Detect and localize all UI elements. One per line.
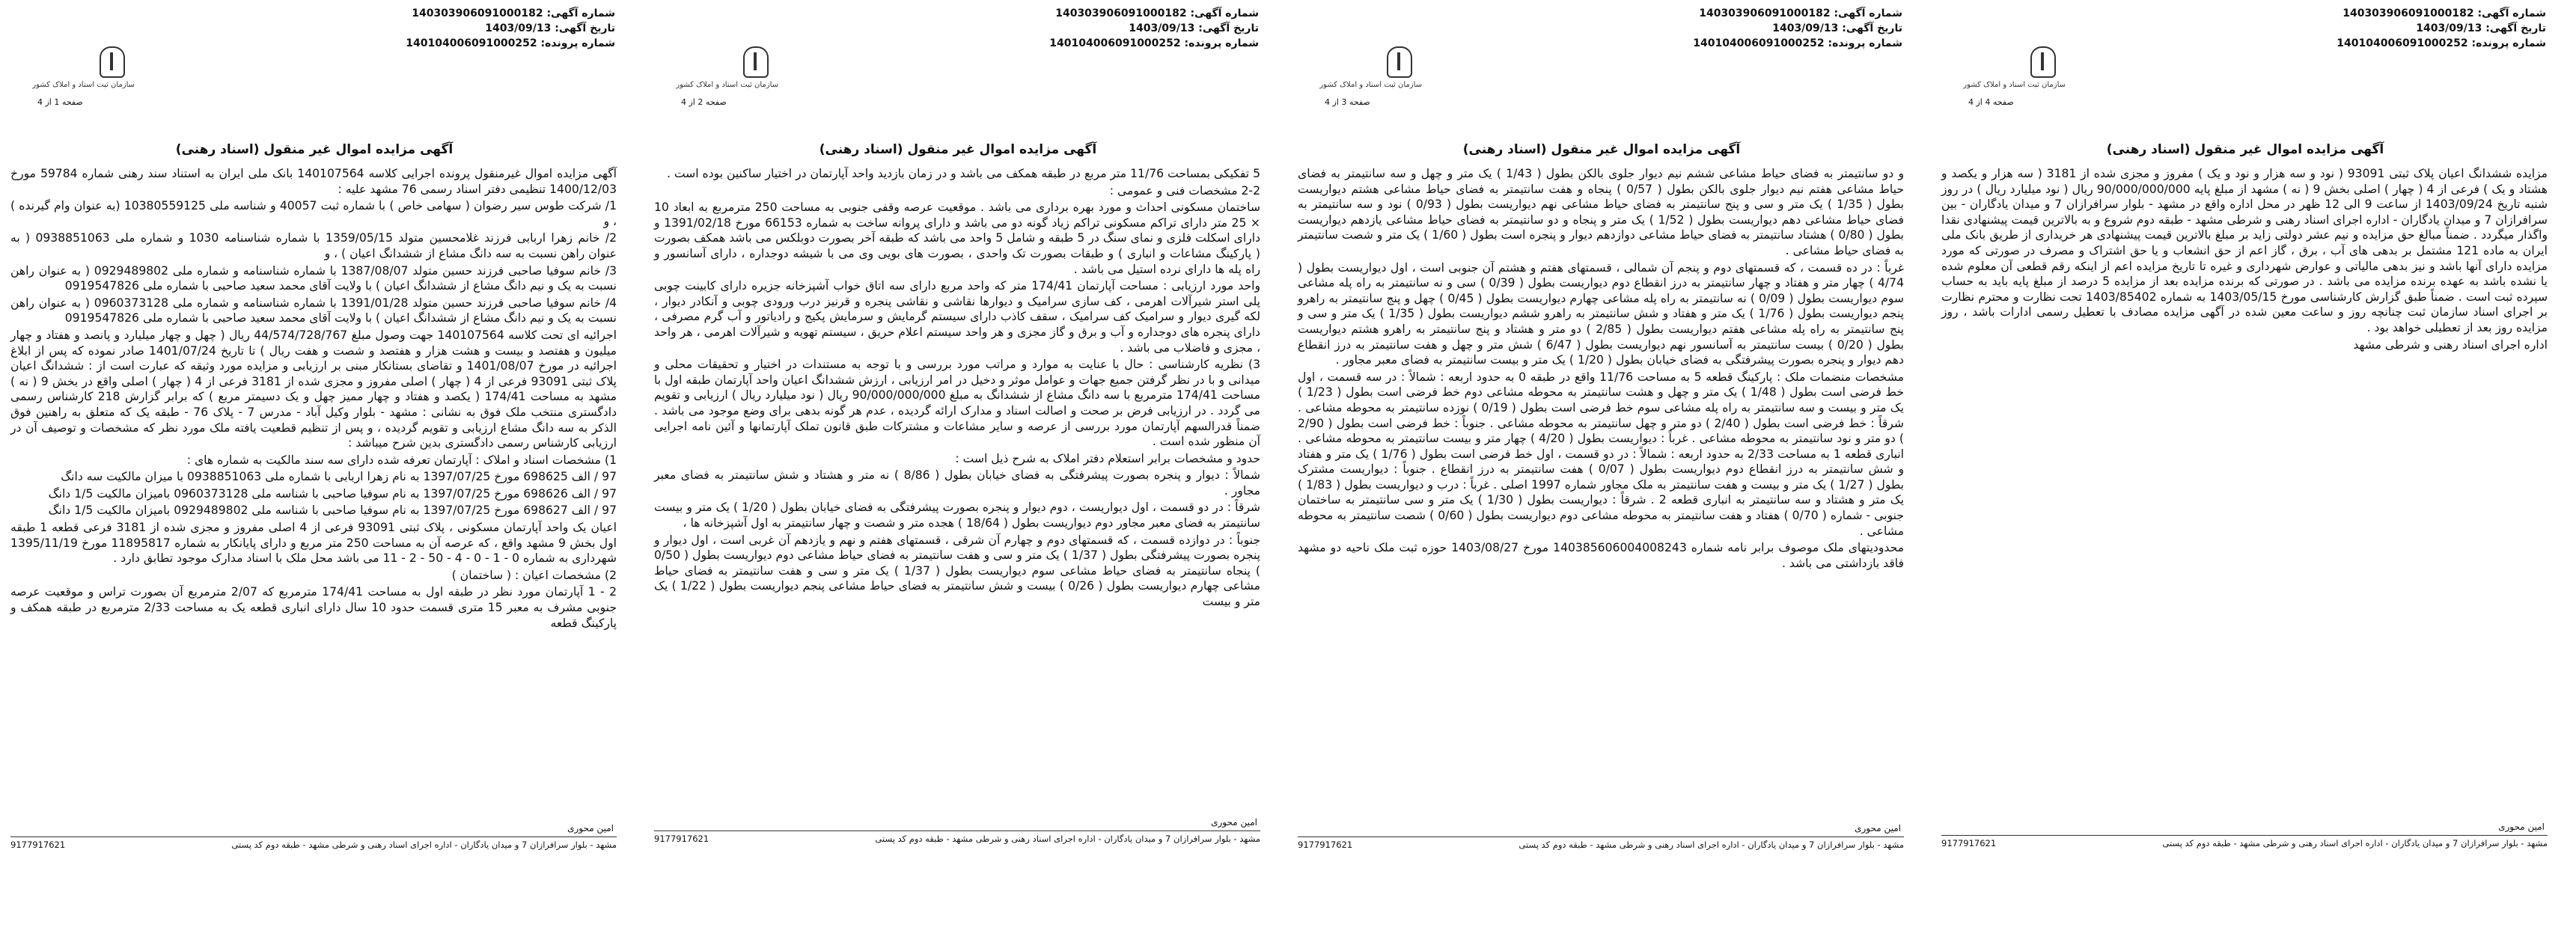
paragraph: 97 / الف 698626 مورخ 1397/07/25 به نام سوفیا صاحبی با شناسه ملی 0960373128 بامیزان مالکیت 1/5 دانگ — [48, 486, 617, 501]
paragraph: 4/ خانم سوفیا صاحبی فرزند حسین متولد 1391/01/28 با شماره شناسنامه و شماره ملی 0960373128 ( به عنوان راهن نسبت به یک و نیم دانگ مشاع از ششدانگ اعیان ) با ولایت آقای محمد سعید صاحبی با شماره ملی 0919547826 — [10, 296, 617, 325]
footer-postal-code: 9177917621 — [10, 839, 66, 850]
paragraph: محدودیتهای ملک موصوف برابر نامه شماره 140385606004008243 مورخ 1403/08/27 حوزه ثبت ملک ناحیه دو مشهد فاقد بازداشتی می باشد . — [1298, 541, 1904, 570]
footer-address: مشهد - بلوار سرافرازان 7 و میدان یادگاران - اداره اجرای اسناد رهنی و شرطی مشهد - طبقه دوم کد پستی — [875, 833, 1260, 844]
paragraph: 97 / الف 698627 مورخ 1397/07/25 به نام سوفیا صاحبی با شناسه ملی 0929489802 بامیزان مالکیت 1/5 دانگ — [48, 504, 617, 518]
org-name: سازمان ثبت اسناد و املاک کشور — [1319, 81, 1422, 89]
ad-number: 140303906091000182 — [412, 7, 543, 19]
paragraph: 2/ خانم زهرا اربابی فرزند غلامحسین متولد 1359/05/15 با شماره شناسنامه 1030 و شماره ملی 0938851063 ( به عنوان راهن نسبت به سه دانگ مشاع از ششدانگ اعیان ) ، و — [10, 231, 617, 260]
org-name: سازمان ثبت اسناد و املاک کشور — [1963, 81, 2066, 89]
page-footer — [1298, 836, 1904, 850]
document-page-2 — [644, 0, 1272, 933]
file-number-label: شماره پرونده: — [2471, 37, 2546, 49]
org-name: سازمان ثبت اسناد و املاک کشور — [676, 81, 778, 89]
org-name: سازمان ثبت اسناد و املاک کشور — [32, 81, 135, 89]
ad-meta — [2337, 6, 2546, 51]
paragraph: 5 تفکیکی بمساحت 11/76 متر مربع در طبقه همکف می باشد و در زمان بازدید واحد آپارتمان در اختیار ساکنین بوده است . — [666, 167, 1260, 180]
paragraph: جنوباً : در دوازده قسمت ، که قسمتهای دوم و چهارم آن شرقی ، قسمتهای هفتم و نهم و یازدهم آن غربی است ، اول دیوار و پنجره بصورت پیشرفتگی بطول ( 1/37 ) یک متر و سی و هفت سانتیمتر به فضای حیاط مشاعی دوم دیواریست بطول ( 0/50 ) پنجاه سانتیمتر به فضای حیاط مشاعی سوم دیواریست بطول ( 1/37 ) یک متر و سی و هفت سانتیمتر به فضای حیاط مشاعی چهارم دیواریست بطول ( 0/26 ) بیست و شش سانتیمتر به فضای حیاط مشاعی پنجم دیواریست بطول ( 1/22 ) یک متر و بیست — [654, 533, 1261, 609]
footer-address: مشهد - بلوار سرافرازان 7 و میدان یادگاران - اداره اجرای اسناد رهنی و شرطی مشهد - طبقه دوم کد پستی — [231, 839, 617, 850]
notice-body — [1298, 166, 1904, 572]
page-footer — [654, 830, 1260, 844]
emblem-icon — [1319, 46, 1422, 89]
ad-number: 140303906091000182 — [2342, 7, 2474, 19]
signer-name: امین محوری — [1211, 817, 1257, 828]
ad-date-label: تاریخ آگهی: — [555, 22, 615, 34]
file-number-label: شماره پرونده: — [1184, 37, 1259, 49]
paragraph: 3) نظریه کارشناسی : حال با عنایت به موارد و مراتب مورد بررسی و با توجه به مستندات در اختیار و تحقیقات محلی و میدانی و با در نظر گرفتن جمیع جهات و عوامل موثر و دخیل در امر ارزیابی ، ارزش ششدانگ اعیان واحد آپارتمان طبقه اول با مساحت 174/41 مترمربع با سه دانگ مشاع از ششدانگ به مبلغ 90/000/000/000 ریال ( نود میلیارد ریال ) ارزیابی و تقویم می گردد . در ارزیابی فرض بر صحت و اصالت اسناد و مدارک ارائه گردیده ، عدم هر گونه بدهی برای وضع موجود می باشد . ضمناً قدرالسهم آپارتمان مورد بررسی از عرصه و سایر مشاعات و مشترکات طبق قانون تملک آپارتمانها و آئین نامه اجرایی آن منظور شده است . — [654, 358, 1260, 449]
paragraph: 97 / الف 698625 مورخ 1397/07/25 به نام زهرا اربابی با شماره ملی 0938851063 با میزان مالکیت سه دانگ — [61, 470, 617, 484]
file-number: 140104006091000252 — [1049, 37, 1181, 49]
page-number: صفحه 4 از 4 — [1968, 97, 2014, 107]
ad-number-label: شماره آگهی: — [2477, 7, 2546, 19]
page-header — [1287, 0, 1916, 142]
footer-address: مشهد - بلوار سرافرازان 7 و میدان یادگاران - اداره اجرای اسناد رهنی و شرطی مشهد - طبقه دوم کد پستی — [1519, 839, 1904, 850]
page-number: صفحه 2 از 4 — [681, 97, 727, 107]
paragraph: 3/ خانم سوفیا صاحبی فرزند حسین متولد 1387/08/07 با شماره شناسنامه و شماره ملی 0929489802 ( به عنوان راهن نسبت به یک و نیم دانگ مشاع از ششدانگ اعیان ) با ولایت آقای محمد سعید صاحبی با شماره ملی 0919547826 — [10, 263, 617, 293]
paragraph: غرباً : در ده قسمت ، که قسمتهای دوم و پنجم آن شمالی ، قسمتهای هفتم و هشتم آن جنوبی است ، اول دیواریست بطول ( 4/74 ) چهار متر و هفتاد و چهار سانتیمتر به درز انقطاع دوم دیواریست بطول ( 0/39 ) سی و نه سانتیمتر به راه پله مشاعی سوم دیواریست بطول ( 0/09 ) نه سانتیمتر به راه پله مشاعی چهارم دیواریست بطول ( 0/45 ) چهل و پنج سانتیمتر به راهرو پنجم دیواریست بطول ( 1/76 ) یک متر و هفتاد و شش سانتیمتر به راهرو ششم دیواریست بطول ( 1/35 ) یک متر و سی و پنج سانتیمتر به راه پله مشاعی هفتم دیواریست بطول ( 2/85 ) دو متر و هشتاد و پنج سانتیمتر به راهرو هشتم دیواریست بطول ( 0/20 ) بیست سانتیمتر به آسانسور نهم دیواریست بطول ( 6/47 ) شش متر و چهل و هفت سانتیمتر به درز انقطاع دهم دیوار و پنجره بصورت پیشرفتگی به فضای خیابان بطول ( 1/20 ) یک متر و بیست سانتیمتر به فضای معبر مجاور . — [1298, 260, 1904, 367]
paragraph: حدود و مشخصات برابر استعلام دفتر املاک به شرح ذیل است : — [955, 451, 1260, 465]
file-number: 140104006091000252 — [1693, 37, 1825, 49]
paragraph: واحد مورد ارزیابی : مساحت آپارتمان 174/41 متر که واحد مربع دارای سه اتاق خواب آشپزخانه جزیره دارای کابینت چوبی پلی استر شیرآلات اهرمی ، کف سازی سرامیک و دیوارها نقاشی و نقاشی پنجره و قرنیز درب ورودی چوبی و آنکادر دیوار ، لکه گیری دیوار و سرامیک کف سرامیک ، سقف کاذب دارای سیستم گرمایش و سرمایش پکیج و رادیاتور و آب گرم مصرفی ، دارای پنجره های دوجداره و آب و برق و گاز مجزی و هر واحد سیستم اعلام حریق ، سیستم تهویه و شیرآلات اهرمی ، هر واحد ، مجزی و فاضلاب می باشد . — [654, 279, 1260, 355]
footer-postal-code: 9177917621 — [654, 833, 709, 844]
paragraph: شرقاً : در دو قسمت ، اول دیواریست ، دوم دیوار و پنجره بصورت پیشرفتگی به فضای خیابان بطول ( 1/20 ) یک متر و بیست سانتیمتر به فضای معبر مجاور دوم دیواریست بطول ( 18/64 ) هجده متر و شصت و چهار سانتیمتر به اول آشپزخانه ها ، — [654, 501, 1260, 530]
ad-number-label: شماره آگهی: — [1190, 7, 1259, 19]
paragraph: 1) مشخصات اسناد و املاک : آپارتمان تعرفه شده دارای سه سند مالکیت به شماره های : — [186, 453, 617, 467]
document-page-3 — [1287, 0, 1916, 933]
footer-postal-code: 9177917621 — [1298, 839, 1353, 850]
signer-name: امین محوری — [567, 823, 614, 833]
file-number: 140104006091000252 — [2337, 37, 2468, 49]
file-number-label: شماره پرونده: — [540, 37, 615, 49]
ad-date: 1403/09/13 — [1772, 22, 1839, 34]
paragraph: 2) مشخصات اعیان : ( ساختمان ) — [451, 568, 617, 582]
ad-date: 1403/09/13 — [1129, 22, 1195, 34]
page-header — [644, 0, 1272, 142]
ad-date-label: تاریخ آگهی: — [2485, 22, 2546, 34]
ad-date-label: تاریخ آگهی: — [1198, 22, 1259, 34]
ad-number-label: شماره آگهی: — [1834, 7, 1902, 19]
notice-body — [10, 166, 617, 632]
paragraph: اعیان یک واحد آپارتمان مسکونی ، پلاک ثبتی 93091 فرعی از 4 اصلی مفروز و مجزی شده از 3181 فرعی قطعه 1 طبقه اول بخش 9 مشهد واقع ، که عرصه آن به مساحت 250 متر مربع و دارای پایانکار به شماره 11895817 مورخ 1395/11/19 شهرداری به شماره 0 - 1 - 0 - 4 - 50 - 2 - 11 می باشد محل ملک با اسناد مدارک موجود تطابق دارد . — [10, 521, 617, 566]
page-header — [1931, 0, 2560, 142]
signer-name: امین محوری — [1855, 823, 1901, 833]
notice-title: آگهی مزایده اموال غیر منقول (اسناد رهنی) — [819, 142, 1097, 157]
ad-number: 140303906091000182 — [1699, 7, 1831, 19]
notice-title: آگهی مزایده اموال غیر منقول (اسناد رهنی) — [2106, 142, 2384, 157]
ad-number-label: شماره آگهی: — [546, 7, 615, 19]
paragraph: مزایده ششدانگ اعیان پلاک ثبتی 93091 ( نود و سه هزار و نود و یک ) مفروز و مجزی شده از 3181 ( سه هزار و یکصد و هشتاد و یک ) فرعی از 4 ( چهار ) اصلی بخش 9 ( نه ) مشهد از مبلغ پایه 90/000/000/000 ریال ( نود میلیارد ریال ) در روز شنبه تاریخ 1403/09/24 از ساعت 9 الی 12 ظهر در محل اداره واقع در مشهد - بلوار سرافرازان 7 و میدان یادگاران - بین سرافرازان 7 و میدان یادگاران - اداره اجرای اسناد رهنی و شرطی مشهد - طبقه دوم شروع و به بالاترین قیمت پیشنهادی نقدا واگذار میگردد . ضمناً مبالغ حق مزایده و نیم عشر دولتی زاید بر مبلغ بالاترین قیمت پیشنهادی هر خریداری از طریق بانک ملی ایران به ماده 121 مشتمل بر بدهی های آب ، برق ، گاز اعم از حق انشعاب و یا حق اشتراک و مصرف در صورتی که مورد مزایده دارای آنها باشد و نیز بدهی مالیاتی و عوارض شهرداری و غیره تا تاریخ مزایده اعم از اینکه رقم قطعی آن معلوم شده یا نشده باشد به عهده برنده مزایده می باشد . در صورتی که برنده مزایده بعد از مزایده 5 درصد از مبلغ پایه باید به حساب سپرده ثبت است . ضمناً طبق گزارش کارشناسی مورخ 1403/05/15 به شماره 1403/85402 تحت نظارت و محترم نظارت بر اجرای اسناد سازمان ثبت چنانچه روز و ساعت معین شده در آگهی مزایده مصادف با تعطیل رسمی ادارات باشد ، روز مزایده روز بعد از تعطیلی خواهد بود . — [1941, 167, 2548, 334]
page-footer — [10, 836, 617, 850]
ad-date-label: تاریخ آگهی: — [1842, 22, 1902, 34]
ad-date: 1403/09/13 — [2416, 22, 2482, 34]
page-number: صفحه 3 از 4 — [1325, 97, 1370, 107]
paragraph: 2 - 1 آپارتمان مورد نظر در طبقه اول به مساحت 174/41 مترمربع که 2/07 مترمربع آن بصورت تراس و موقعیت عرصه جنوبی مشرف به معبر 15 متری قسمت حدود 10 سال دارای انباری قطعه یک به مساحت 2/33 مترمربع در طبقه همکف و پارکینگ قطعه — [10, 585, 617, 630]
ad-meta — [1693, 6, 1902, 51]
paragraph: اجرائیه ای تحت کلاسه 140107564 جهت وصول مبلغ 44/574/728/767 ریال ( چهل و چهار میلیارد و پانصد و هفتاد و چهار میلیون و هفتصد و بیست و هشت هزار و هفتصد و شصت و هفت ریال ) تا تاریخ 1401/07/24 صادر نموده که پس از ابلاغ اجرائیه در مورخ 1401/08/07 و تقاضای بستانکار مبنی بر ارزیابی و مزایده مورد وثیقه که عبارت است از : ششدانگ اعیان پلاک ثبتی 93091 فرعی از 4 ( چهار ) اصلی مفروز و مجزی شده از 3181 فرعی از 4 ( چهار ) اصلی واقع در بخش 9 ( نه ) مشهد به مساحت 174/41 ( یکصد و هفتاد و چهار ممیز چهل و یک دسیمتر مربع ) که برابر گزارش 218 کارشناس رسمی دادگستری منتخب ملک فوق به نشانی : مشهد - بلوار وکیل آباد - مدرس 7 - پلاک 76 - طبقه یک که متعلق به راهنین فوق الذکر به سه دانگ مشاع ارزیابی و تقویم گردیده ، و پس از تنظیم قطعیت یافته ملک مورد نظر که مشخصات و توصیف آن در ارزیابی کارشناس رسمی دادگستری بدین شرح میباشد : — [10, 328, 617, 450]
document-page-1 — [0, 0, 629, 933]
footer-address: مشهد - بلوار سرافرازان 7 و میدان یادگاران - اداره اجرای اسناد رهنی و شرطی مشهد - طبقه دوم کد پستی — [2162, 838, 2548, 848]
emblem-icon — [1963, 46, 2066, 89]
paragraph: آگهی مزایده اموال غیرمنقول پرونده اجرایی کلاسه 140107564 بانک ملی ایران به استناد سند رهنی شماره 59784 مورخ 1400/12/03 تنظیمی دفتر اسناد رسمی 76 مشهد علیه : — [10, 167, 617, 196]
notice-body — [1941, 166, 2548, 354]
ad-meta — [406, 6, 615, 51]
ad-date: 1403/09/13 — [485, 22, 552, 34]
paragraph: اداره اجرای اسناد رهنی و شرطی مشهد — [2353, 337, 2548, 352]
page-number: صفحه 1 از 4 — [37, 97, 83, 107]
file-number: 140104006091000252 — [406, 37, 537, 49]
paragraph: مشخصات منضمات ملک : پارکینگ قطعه 5 به مساحت 11/76 واقع در طبقه 0 به حدود اربعه : شمالاً : در سه قسمت ، اول خط فرضی است بطول ( 1/48 ) یک متر و چهل و هشت سانتیمتر به محوطه مشاعی دوم خط فرضی است بطول ( 1/23 ) یک متر و بیست و سه سانتیمتر به راه پله مشاعی سوم خط فرضی است بطول ( 0/19 ) نوزده سانتیمتر به محوطه مشاعی . شرقاً : خط فرضی است بطول ( 2/40 ) دو متر و چهل سانتیمتر به محوطه مشاعی . جنوباً : خط فرضی است بطول ( 2/90 ) دو متر و نود سانتیمتر به محوطه مشاعی . غرباً : دیواریست بطول ( 4/20 ) چهار متر و بیست سانتیمتر به محوطه مشاعی . انباری قطعه 1 به مساحت 2/33 به حدود اربعه : شمالاً : در دو قسمت ، اول خط فرضی است بطول ( 1/76 ) یک متر و هفتاد و شش سانتیمتر به درز انقطاع دوم دیواریست بطول ( 0/07 ) هفت سانتیمتر به درز انقطاع . جنوباً : دیواریست مشترک بطول ( 1/27 ) یک متر و بیست و هفت سانتیمتر به ملک مجاور شماره 1997 اصلی . غرباً : درب و دیواریست بطول ( 1/83 ) یک متر و هشتاد و سه سانتیمتر به انباری قطعه 2 . شرقاً : دیواریست بطول ( 1/30 ) یک متر و سی سانتیمتر به ساختمان جنوبی - شماره ( 0/70 ) هفتاد و هفت سانتیمتر به محوطه مشاعی دوم دیواریست بطول ( 0/60 ) شصت سانتیمتر به محوطه مشاعی . — [1298, 370, 1905, 538]
ad-number: 140303906091000182 — [1055, 7, 1187, 19]
emblem-icon — [32, 46, 135, 89]
page-footer — [1941, 835, 2548, 848]
ad-meta — [1049, 6, 1259, 51]
document-page-4 — [1931, 0, 2560, 933]
paragraph: ساختمان مسکونی احداث و مورد بهره برداری می باشد . موقعیت عرصه وقفی جنوبی به مساحت 250 مترمربع به ابعاد 10 × 25 متر دارای تراکم مسکونی تراکم زیاد گونه دو می باشد و دارای پروانه ساخت به شماره 66153 مورخ 1391/02/18 و دارای اسکلت فلزی و نمای سنگ در 5 طبقه و شامل 5 واحد می باشد که طبقه آخر بصورت دوبلکس می باشد همکف بصورت ( پارکینگ مشاعات و انباری ) و طبقات بصورت تک واحدی ، بصورت های بویی وی می با شیشه دوجداره ، دارای آسانسور و راه پله ها دارای نرده استیل می باشد . — [654, 201, 1261, 276]
paragraph: 1/ شرکت طوس سیر رضوان ( سهامی خاص ) با شماره ثبت 40057 و شناسه ملی 10380559125 (به عنوان وام گیرنده ) ، و — [10, 199, 617, 228]
paragraph: شمالاً : دیوار و پنجره بصورت پیشرفتگی به فضای خیابان بطول ( 8/86 ) نه متر و هشتاد و شش سانتیمتر به فضای معبر مجاور . — [654, 468, 1260, 498]
file-number-label: شماره پرونده: — [1828, 37, 1902, 49]
signer-name: امین محوری — [2498, 822, 2545, 832]
notice-body — [654, 166, 1260, 611]
paragraph: و دو سانتیمتر به فضای حیاط مشاعی ششم نیم دیوار جلوی بالکن بطول ( 1/43 ) یک متر و چهل و سه سانتیمتر به فضای حیاط مشاعی هفتم نیم دیوار جلوی بالکن بطول ( 0/57 ) پنجاه و هفت سانتیمتر به فضای حیاط مشاعی هشتم دیواریست بطول ( 1/35 ) یک متر و سی و پنج سانتیمتر به فضای حیاط مشاعی نهم دیواریست بطول ( 0/93 ) نود و سه سانتیمتر به فضای حیاط مشاعی دهم دیواریست بطول ( 1/52 ) یک متر و پنجاه و دو سانتیمتر به فضای حیاط مشاعی یازدهم دیواریست بطول ( 0/80 ) هشتاد سانتیمتر به فضای حیاط مشاعی دوازدهم دیوار و پنجره است بطول ( 1/60 ) یک متر و شصت سانتیمتر به فضای حیاط مشاعی . — [1298, 167, 1905, 257]
emblem-icon — [676, 46, 778, 89]
paragraph: 2-2 مشخصات فنی و عمومی : — [1109, 183, 1260, 198]
notice-title: آگهی مزایده اموال غیر منقول (اسناد رهنی) — [1462, 142, 1741, 157]
notice-title: آگهی مزایده اموال غیر منقول (اسناد رهنی) — [175, 142, 454, 157]
footer-postal-code: 9177917621 — [1941, 838, 1997, 848]
page-header — [0, 0, 629, 142]
